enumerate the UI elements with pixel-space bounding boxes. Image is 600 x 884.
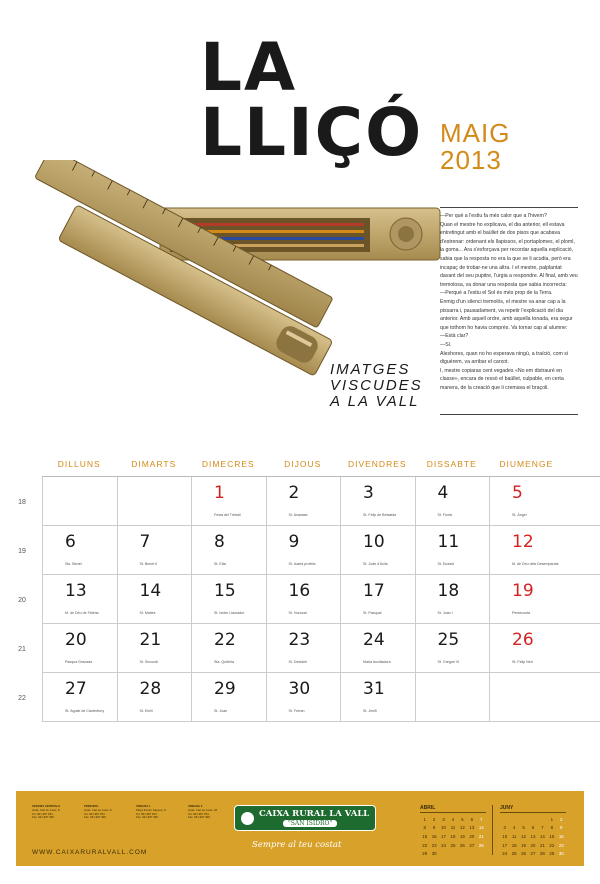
day-number: 12	[512, 532, 534, 552]
saint-day-label: Maria Auxiliadora	[363, 660, 391, 664]
saint-day-label: Sta. Quitèria	[214, 660, 234, 664]
saint-day-label: St. Maties	[139, 611, 156, 615]
mini-calendar-day: 26	[521, 851, 526, 857]
day-number: 23	[288, 630, 311, 650]
day-number: 11	[437, 532, 460, 552]
mini-calendar-table	[500, 815, 566, 858]
branch-title: URBANA 1	[136, 804, 151, 808]
mini-calendar-day: 3	[442, 816, 445, 822]
saint-day-label: St. Elisi	[214, 562, 226, 566]
mini-calendar-month: ABRIL	[420, 805, 486, 813]
mini-calendar-day: 26	[459, 842, 465, 848]
day-cell[interactable]	[340, 575, 415, 623]
branch-line: Fax. 961 987 098	[32, 815, 54, 820]
mini-calendar-day: 20	[469, 833, 475, 839]
saint-day-label: St. Isidre Llaurador	[214, 611, 245, 615]
saint-day-label: St. Joan I	[437, 611, 453, 615]
mini-calendar-day: 5	[461, 816, 464, 822]
day-number: 28	[139, 679, 162, 699]
branch-line: Tel. 961 987 654	[188, 811, 209, 816]
day-cell[interactable]	[266, 477, 341, 525]
month-year: 2013	[440, 145, 502, 176]
mini-calendar-day	[439, 849, 448, 858]
week-number: 18	[18, 499, 26, 506]
day-number: 21	[139, 630, 162, 650]
mini-calendar-day: 16	[558, 833, 564, 839]
day-number: 13	[65, 581, 87, 601]
week-row	[18, 673, 600, 722]
day-cell[interactable]	[266, 624, 341, 672]
story-paragraph: —Sí.	[440, 341, 452, 348]
day-cell[interactable]	[415, 526, 490, 574]
mini-calendar-day: 30	[431, 851, 437, 857]
story-paragraph: —Perquè a l'estiu el Sol és més prop de la Terra.	[440, 290, 553, 297]
day-number: 20	[65, 630, 87, 650]
mini-calendar-day: 18	[450, 833, 456, 839]
mini-calendar-day: 18	[511, 842, 517, 848]
weekday-label: DIJOUS	[284, 459, 322, 469]
day-number: 6	[65, 532, 76, 552]
tagline-line-1: IMATGES	[330, 361, 411, 378]
day-number: 10	[363, 532, 385, 552]
day-cell[interactable]	[117, 575, 192, 623]
story-paragraph: —Per què a l'estiu fa més calor que a l'hivern?	[440, 213, 547, 219]
day-number: 3	[363, 483, 374, 503]
day-cell[interactable]	[117, 624, 192, 672]
saint-day-label: St. Benet II	[139, 562, 158, 566]
sponsor-footer	[16, 791, 584, 866]
mini-calendar-day: 8	[423, 825, 426, 831]
mini-calendar-day: 9	[432, 825, 436, 831]
day-cell[interactable]	[42, 526, 117, 574]
branch-line: Tel. 961 987 654	[32, 811, 53, 816]
empty-day-cell	[42, 477, 117, 525]
day-cell[interactable]	[415, 624, 490, 672]
day-cell[interactable]	[191, 673, 266, 721]
mini-calendar-next	[500, 805, 566, 858]
day-number: 4	[437, 483, 449, 503]
saint-day-label: St. Honorat	[288, 611, 307, 615]
month-calendar-grid	[18, 455, 600, 722]
mini-calendar-day: 3	[503, 825, 506, 831]
mini-calendar-day: 10	[441, 825, 446, 831]
saint-day-label: M. de Déu de Fàtima	[65, 611, 99, 615]
mini-calendar-day: 24	[441, 842, 446, 848]
day-number: 14	[139, 581, 162, 601]
weekday-label: DISSABTE	[426, 459, 477, 469]
day-cell[interactable]	[42, 673, 117, 721]
saint-day-label: M. de Déu dels Desemparats	[512, 562, 559, 566]
story-top-rule	[440, 207, 578, 208]
tagline-line-3: A LA VALL	[330, 392, 420, 410]
website-link[interactable]: WWW.CAIXARURALVALL.COM	[32, 849, 148, 856]
saint-day-label: St. Isaies profeta	[288, 562, 316, 566]
mini-calendar-day: 4	[512, 825, 516, 831]
week-number: 21	[18, 646, 26, 653]
empty-day-cell	[415, 673, 490, 721]
mini-calendar-prev	[420, 805, 486, 858]
pencil-box-illustration	[30, 160, 450, 390]
week-row	[18, 526, 600, 575]
day-number: 22	[214, 630, 236, 650]
day-number: 9	[288, 532, 300, 552]
mini-calendar-day: 12	[459, 825, 465, 831]
day-number: 18	[437, 581, 460, 601]
bank-emblem-icon	[241, 812, 254, 825]
mini-calendar-day	[500, 815, 509, 824]
bank-logo	[234, 805, 376, 831]
mini-calendar-day	[509, 815, 518, 824]
mini-calendar-day: 28	[539, 851, 545, 857]
day-number: 19	[512, 581, 534, 601]
mini-calendar-day	[458, 849, 467, 858]
mini-calendar-day: 10	[502, 833, 508, 839]
day-number: 24	[363, 630, 385, 650]
mini-calendar-day: 7	[480, 816, 483, 822]
day-cell[interactable]	[415, 477, 490, 525]
saint-day-label: Pentecosta	[512, 611, 530, 615]
mini-calendar-day: 17	[502, 842, 508, 848]
empty-day-cell	[117, 477, 192, 525]
calendar-weeks	[18, 477, 600, 722]
branch-address	[32, 805, 66, 820]
day-cell[interactable]	[266, 526, 341, 574]
day-number: 8	[214, 532, 225, 552]
day-number: 16	[288, 581, 311, 601]
day-cell[interactable]	[191, 575, 266, 623]
mini-calendar-day: 23	[431, 842, 437, 848]
mini-calendar-day	[538, 815, 547, 824]
day-cell[interactable]	[340, 624, 415, 672]
bank-logo-subtitle: "SAN ISIDRO"	[283, 820, 337, 827]
week-number: 22	[18, 695, 26, 702]
mini-calendar-day	[448, 849, 457, 858]
day-number: 27	[65, 679, 87, 699]
day-cell[interactable]	[489, 624, 564, 672]
story-paragraph: I, mestre copiaras cent vegades «No em distrauré en classe», encara de ressò el baüllet, culpable, en certa manera, de la creació que li cremava el braçoli.	[440, 367, 564, 391]
mini-calendar-day: 20	[530, 842, 536, 848]
day-cell[interactable]	[117, 526, 192, 574]
day-number: 1	[214, 483, 225, 503]
saint-day-label: St. Joan d'Àvila	[363, 562, 388, 566]
story-paragraph: Quan el mestre ho explicava, el dia anterior, ell estava entretingut amb el baüllet de dos pisos que acabava d'estrenar: ordenant els llapissos, el portaplomes, el ploml, la goma... Ara s'esforçava per recordar aquella explicació, sabia que la resposta no era la que se li acudia, però era incapaç de trobar-ne una altra. I el mestre, palplantat davant del seu pupitre, l'urgia a respondre. Al final, amb veu tremolosa, va donar una resposta que sabia incorrecta:	[440, 221, 578, 288]
mini-calendar-table	[420, 815, 486, 858]
saint-day-label: St. Pasqual	[363, 611, 382, 615]
title-line-1: LA	[200, 29, 298, 106]
day-number: 31	[363, 679, 385, 699]
mini-calendar-day: 22	[549, 842, 555, 848]
mini-calendar-day: 30	[558, 851, 564, 857]
mini-calendar-day: 11	[450, 825, 456, 831]
mini-calendar-day: 2	[560, 816, 563, 822]
day-cell[interactable]	[266, 575, 341, 623]
day-cell[interactable]	[42, 624, 117, 672]
weekday-label: DIMARTS	[131, 459, 177, 469]
saint-day-label: St. Àngel	[512, 513, 527, 517]
mini-calendar-day: 27	[530, 851, 536, 857]
mini-calendar-day	[467, 849, 476, 858]
branch-line: Fax. 961 987 098	[136, 815, 158, 820]
day-number: 5	[512, 483, 523, 503]
mini-calendar-day: 7	[541, 825, 544, 831]
saint-day-label: St. Gregori VI	[437, 660, 460, 664]
saint-day-label: Festa del Treball	[214, 513, 241, 517]
mini-calendar-divider	[492, 805, 493, 855]
saint-day-label: St. Emili	[139, 709, 153, 713]
saint-day-label: St. Jenifi	[363, 709, 377, 713]
branch-line: Avda. Carl de Justo, 28	[188, 807, 218, 812]
mini-calendar-day: 19	[459, 833, 465, 839]
mini-calendar-day: 23	[558, 842, 564, 848]
day-number: 26	[512, 630, 534, 650]
mini-calendar-day: 14	[478, 825, 484, 831]
day-cell[interactable]	[415, 575, 490, 623]
mini-calendar-day	[519, 815, 528, 824]
mini-calendar-day: 11	[511, 833, 517, 839]
day-number: 17	[363, 581, 385, 601]
mini-calendar-day: 15	[422, 833, 428, 839]
mini-calendar-day: 25	[511, 851, 517, 857]
mini-calendar-day: 13	[530, 833, 536, 839]
mini-calendar-day: 6	[531, 825, 535, 831]
mini-calendar-day: 15	[549, 833, 555, 839]
mini-calendar-day: 13	[469, 825, 475, 831]
story-paragraph: Enmig d'un silenci tremolós, el mestre va anar cap a la pissarra i, pausadament, va repetir l'explicació del dia anterior. Amb aquell ordre, amb aquella tonada, era segur que tothom ho havia comprès. Va tornar cap al alumne:	[440, 298, 573, 331]
mini-calendar-day: 5	[522, 825, 525, 831]
saint-day-label: St. Anastasi	[288, 513, 308, 517]
branch-line: Tel. 961 987 654	[136, 811, 157, 816]
empty-day-cell	[489, 673, 564, 721]
saint-day-label: Sts. Benet	[65, 562, 82, 566]
day-cell[interactable]	[340, 673, 415, 721]
bank-logo-title: CAIXA RURAL LA VALL	[259, 809, 370, 819]
mini-calendar-day: 25	[450, 842, 456, 848]
mini-calendar-day: 17	[441, 833, 446, 839]
weekday-label: DIUMENGE	[499, 459, 554, 469]
day-cell[interactable]	[191, 624, 266, 672]
day-number: 30	[288, 679, 311, 699]
saint-day-label: St. Florià	[437, 513, 452, 517]
mini-calendar-day: 16	[431, 833, 437, 839]
mini-calendar-day	[528, 815, 537, 824]
day-number: 7	[139, 532, 151, 552]
saint-day-label: St. Secundí	[139, 660, 159, 664]
month-name: MAIG	[440, 118, 511, 148]
day-cell[interactable]	[191, 526, 266, 574]
week-number: 20	[18, 597, 26, 604]
day-cell[interactable]	[117, 673, 192, 721]
week-row	[18, 575, 600, 624]
mini-calendar-day: 8	[550, 825, 554, 831]
mini-calendar-day: 6	[470, 816, 474, 822]
mini-calendar-day: 14	[539, 833, 545, 839]
mini-calendar-day: 28	[478, 842, 484, 848]
saint-day-label: St. Eudald	[437, 562, 455, 566]
saint-day-label: St. Desideri	[288, 660, 308, 664]
day-number: 15	[214, 581, 236, 601]
story-column	[440, 207, 578, 392]
title-line-2: LLIÇÓ	[200, 94, 424, 172]
branch-line: Avda. Carl de Justo, 8	[84, 807, 112, 812]
mini-calendar-day: 21	[539, 842, 545, 848]
day-cell[interactable]	[489, 477, 564, 525]
saint-day-label: St. Agustí de Canterbury	[65, 709, 105, 713]
weekday-label: DILLUNS	[57, 459, 101, 469]
mini-calendar-day: 29	[549, 851, 555, 857]
day-cell[interactable]	[266, 673, 341, 721]
page-title	[200, 29, 424, 172]
branch-line: Fax. 961 987 098	[84, 815, 106, 820]
week-row	[18, 477, 600, 526]
day-cell[interactable]	[42, 575, 117, 623]
branch-address	[84, 805, 118, 820]
mini-calendar-day: 1	[423, 816, 426, 822]
weekday-label: DIMECRES	[201, 459, 255, 469]
branch-title: SERVEIS CENTRALS	[32, 804, 61, 808]
branch-line: Avda. Carl de Justo, 8	[32, 807, 60, 812]
mini-calendar-day: 24	[502, 851, 508, 857]
saint-day-label: Pasqua Granada	[65, 660, 93, 664]
weekday-header-row	[42, 455, 600, 477]
week-number: 19	[18, 548, 26, 555]
branch-address	[136, 805, 170, 820]
mini-calendar-day	[477, 849, 486, 858]
day-cell[interactable]	[340, 526, 415, 574]
mini-calendar-day: 1	[550, 816, 554, 822]
story-paragraph: Aleshores, quan no ho esperava ningú, a traïció, com si diguérem, va arribar el carxot.	[440, 350, 569, 366]
saint-day-label: St. Joan	[214, 709, 228, 713]
day-cell[interactable]	[489, 526, 564, 574]
tagline	[330, 362, 423, 409]
mini-calendar-day: 19	[521, 842, 526, 848]
day-number: 2	[288, 483, 300, 503]
mini-calendar-day: 4	[451, 816, 455, 822]
day-number: 25	[437, 630, 460, 650]
story-paragraph: —Està clar?	[440, 333, 469, 340]
weekday-label: DIVENDRES	[347, 459, 407, 469]
saint-day-label: St. Ferran	[288, 709, 305, 713]
day-number: 29	[214, 679, 236, 699]
day-cell[interactable]	[340, 477, 415, 525]
mini-calendar-day: 21	[478, 833, 484, 839]
branch-line: Plaça Doctor Sapena, 8	[136, 807, 166, 812]
tagline-line-2: VISCUDES	[330, 376, 423, 394]
mini-calendar-day: 12	[521, 833, 526, 839]
branch-line: Fax. 961 987 098	[188, 815, 210, 820]
story-bottom-rule	[440, 414, 578, 415]
month-heading	[440, 120, 510, 175]
mini-calendar-day: 2	[432, 816, 436, 822]
mini-calendar-day: 22	[422, 842, 428, 848]
day-cell[interactable]	[191, 477, 266, 525]
bank-slogan: Sempre al teu costat	[252, 840, 342, 850]
saint-day-label: St. Felip de Betsaida	[363, 513, 397, 517]
mini-calendar-day: 9	[560, 825, 563, 831]
branch-title: URBANA 3	[188, 804, 203, 808]
branch-line: Tel. 961 987 654	[84, 811, 105, 816]
mini-calendar-day: 27	[469, 842, 475, 848]
day-cell[interactable]	[489, 575, 564, 623]
branch-title: PRINCIPAL	[84, 804, 99, 808]
mini-calendar-month: JUNY	[500, 805, 566, 813]
saint-day-label: St. Felip Neri	[512, 660, 533, 664]
branch-list	[32, 805, 222, 820]
mini-calendar-day: 29	[422, 851, 428, 857]
week-row	[18, 624, 600, 673]
branch-address	[188, 805, 222, 820]
